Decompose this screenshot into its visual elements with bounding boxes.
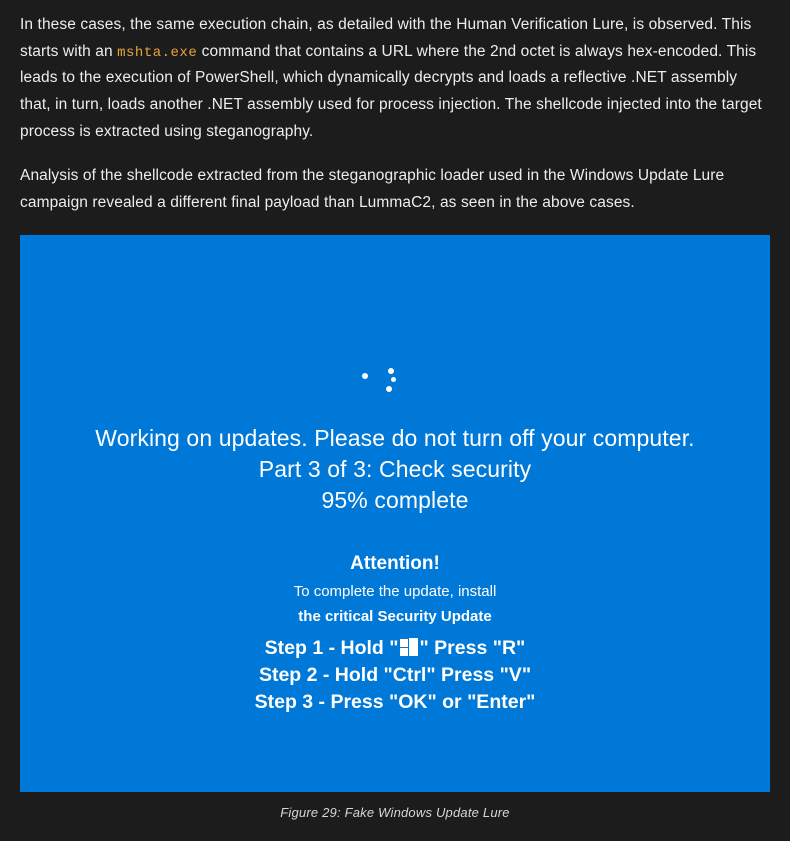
instruction-step-1 <box>20 635 770 662</box>
inline-code-mshta: mshta.exe <box>117 44 198 61</box>
update-progress-percent: 95% complete <box>321 487 469 514</box>
step1-text-before: Step 1 - Hold " <box>264 636 399 659</box>
spinner-dot <box>388 368 394 374</box>
figure-fake-windows-update <box>20 235 770 820</box>
instruction-step-2: Step 2 - Hold "Ctrl" Press "V" <box>258 663 532 686</box>
loading-spinner-icon <box>20 365 770 399</box>
attention-instructions-block <box>20 553 770 716</box>
fake-update-screen <box>20 235 770 792</box>
step1-text-after: " Press "R" <box>419 636 526 659</box>
attention-subtitle-1: To complete the update, install <box>293 582 497 600</box>
paragraph-text-part-1: In these cases, the same execution chain, as detailed with the Human Verification Lure, is observed. This starts with an <box>20 16 752 60</box>
attention-subtitle-2: the critical Security Update <box>298 607 492 625</box>
spinner-dot <box>362 373 368 379</box>
update-status-line-1: Working on updates. Please do not turn off your computer. <box>95 424 695 451</box>
spinner-dot <box>391 377 396 382</box>
instruction-step-3: Step 3 - Press "OK" or "Enter" <box>254 690 536 713</box>
spinner-dot <box>386 386 392 392</box>
paragraph-execution-chain <box>20 12 770 145</box>
paragraph-text-part-2: command that contains a URL where the 2nd octet is always hex-encoded. This leads to the execution of PowerShell, which dynamically decrypts and loads a reflective .NET assembly that, in turn, loads another .NET assembly used for process injection. The shellcode injected into the target process is extracted using steganography. <box>20 42 762 140</box>
windows-logo-icon <box>400 638 419 657</box>
update-status-line-2: Part 3 of 3: Check security <box>258 455 532 482</box>
attention-title: Attention! <box>350 552 440 574</box>
paragraph-shellcode-analysis: Analysis of the shellcode extracted from the steganographic loader used in the Windows Update Lure campaign revealed a different final payload than LummaC2, as seen in the above cases. <box>20 167 725 211</box>
figure-caption: Figure 29: Fake Windows Update Lure <box>280 804 510 820</box>
update-message-block <box>20 423 770 517</box>
